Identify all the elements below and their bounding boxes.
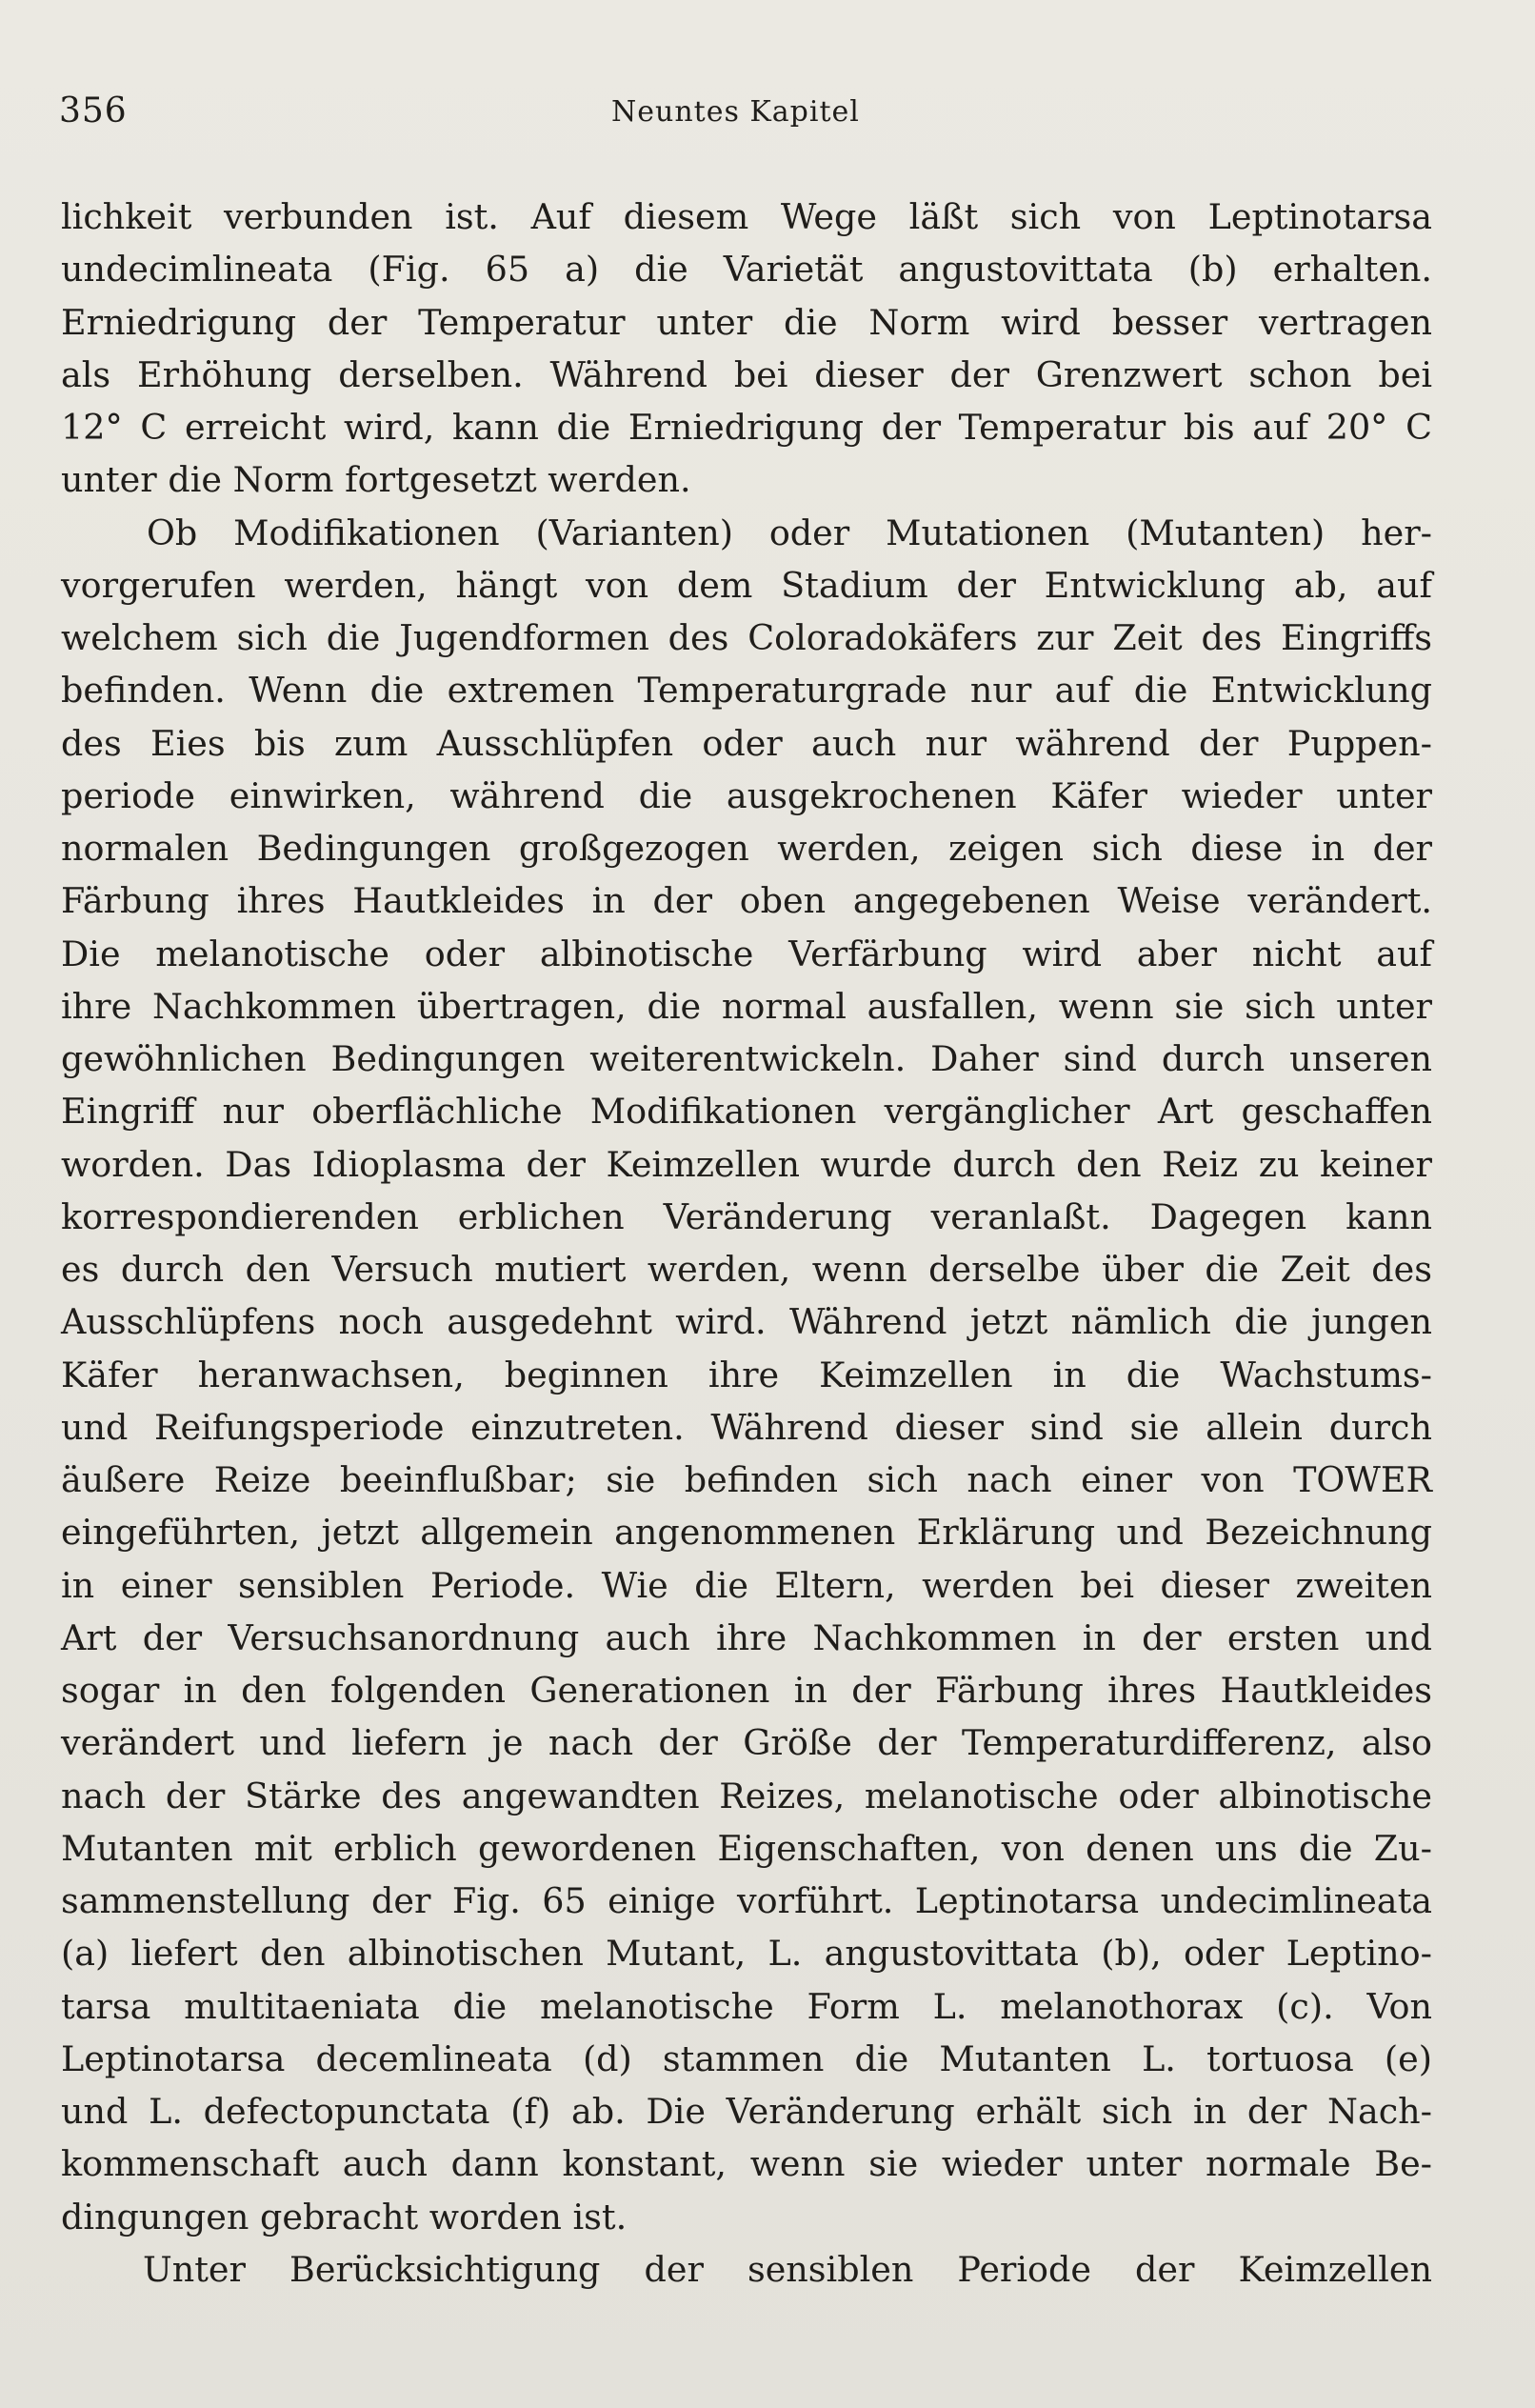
text-line: nach der Stärke des angewandten Reizes, melanotische oder albinotische [61,1775,1432,1816]
text-line: eingeführten, jetzt allgemein angenommenen Erklärung und Bezeichnung [61,1512,1432,1554]
text-line: korrespondierenden erblichen Veränderung veranlaßt. Dagegen kann [61,1195,1432,1237]
text-line: verändert und liefern je nach der Größe der Temperaturdifferenz, also [61,1722,1432,1764]
text-line: normalen Bedingungen großgezogen werden, zeigen sich diese in der [61,828,1432,869]
text-line: Eingriff nur oberflächliche Modifikationen vergänglicher Art geschaffen [61,1091,1432,1133]
running-head: Neuntes Kapitel [611,95,860,129]
text-line: welchem sich die Jugendformen des Coloradokäfers zur Zeit des Eingriffs [61,617,1432,658]
text-line: Leptinotarsa decemlineata (d) stammen die Mutanten L. tortuosa (e) [61,2037,1432,2079]
text-line: des Eies bis zum Ausschlüpfen oder auch nur während der Puppen- [61,722,1432,764]
text-line: Mutanten mit erblich gewordenen Eigenschaften, von denen uns die Zu- [61,1827,1432,1869]
text-line: befinden. Wenn die extremen Temperaturgrade nur auf die Entwicklung [61,670,1432,712]
text-line: 12° C erreicht wird, kann die Erniedrigung der Temperatur bis auf 20° C [61,407,1432,448]
text-line: Unter Berücksichtigung der sensiblen Periode der Keimzellen [143,2248,1432,2290]
text-line: Käfer heranwachsen, beginnen ihre Keimzellen in die Wachstums- [61,1354,1432,1395]
text-line: lichkeit verbunden ist. Auf diesem Wege läßt sich von Leptinotarsa [61,196,1432,237]
body-text [61,191,1432,2296]
text-line: periode einwirken, während die ausgekrochenen Käfer wieder unter [61,774,1432,816]
text-line: es durch den Versuch mutiert werden, wenn derselbe über die Zeit des [61,1249,1432,1290]
text-line: Ausschlüpfens noch ausgedehnt wird. Während jetzt nämlich die jungen [61,1301,1432,1343]
page-number: 356 [59,91,128,130]
text-line: Die melanotische oder albinotische Verfärbung wird aber nicht auf [61,933,1432,974]
text-line: tarsa multitaeniata die melanotische Form L. melanothorax (c). Von [61,1985,1432,2027]
text-line: in einer sensiblen Periode. Wie die Eltern, werden bei dieser zweiten [61,1564,1432,1606]
text-line: vorgerufen werden, hängt von dem Stadium der Entwicklung ab, auf [61,564,1432,606]
text-line: und L. defectopunctata (f) ab. Die Veränderung erhält sich in der Nach- [61,2091,1432,2132]
text-line: kommenschaft auch dann konstant, wenn sie wieder unter normale Be- [61,2143,1432,2185]
text-line: Färbung ihres Hautkleides in der oben angegebenen Weise verändert. [61,880,1432,922]
text-line: sogar in den folgenden Generationen in der Färbung ihres Hautkleides [61,1670,1432,1711]
page-header [59,91,1430,139]
text-line: ihre Nachkommen übertragen, die normal ausfallen, wenn sie sich unter [61,985,1432,1027]
text-line: Erniedrigung der Temperatur unter die Norm wird besser vertragen [61,301,1432,343]
text-line: undecimlineata (Fig. 65 a) die Varietät angustovittata (b) erhalten. [61,249,1432,291]
text-line: dingungen gebracht worden ist. [61,2196,628,2237]
text-line: worden. Das Idioplasma der Keimzellen wurde durch den Reiz zu keiner [61,1143,1432,1185]
text-line: (a) liefert den albinotischen Mutant, L. angustovittata (b), oder Leptino- [61,1933,1432,1975]
text-line: Art der Versuchsanordnung auch ihre Nachkommen in der ersten und [61,1616,1432,1658]
text-line: äußere Reize beeinflußbar; sie befinden sich nach einer von TOWER [61,1459,1432,1500]
text-line: sammenstellung der Fig. 65 einige vorführt. Leptinotarsa undecimlineata [61,1880,1432,1921]
text-line: als Erhöhung derselben. Während bei dieser der Grenzwert schon bei [61,353,1432,395]
text-line: und Reifungsperiode einzutreten. Während dieser sind sie allein durch [61,1406,1432,1448]
text-line: unter die Norm fortgesetzt werden. [61,459,691,501]
text-line: Ob Modifikationen (Varianten) oder Mutationen (Mutanten) her- [147,512,1432,553]
text-line: gewöhnlichen Bedingungen weiterentwickeln. Daher sind durch unseren [61,1038,1432,1079]
